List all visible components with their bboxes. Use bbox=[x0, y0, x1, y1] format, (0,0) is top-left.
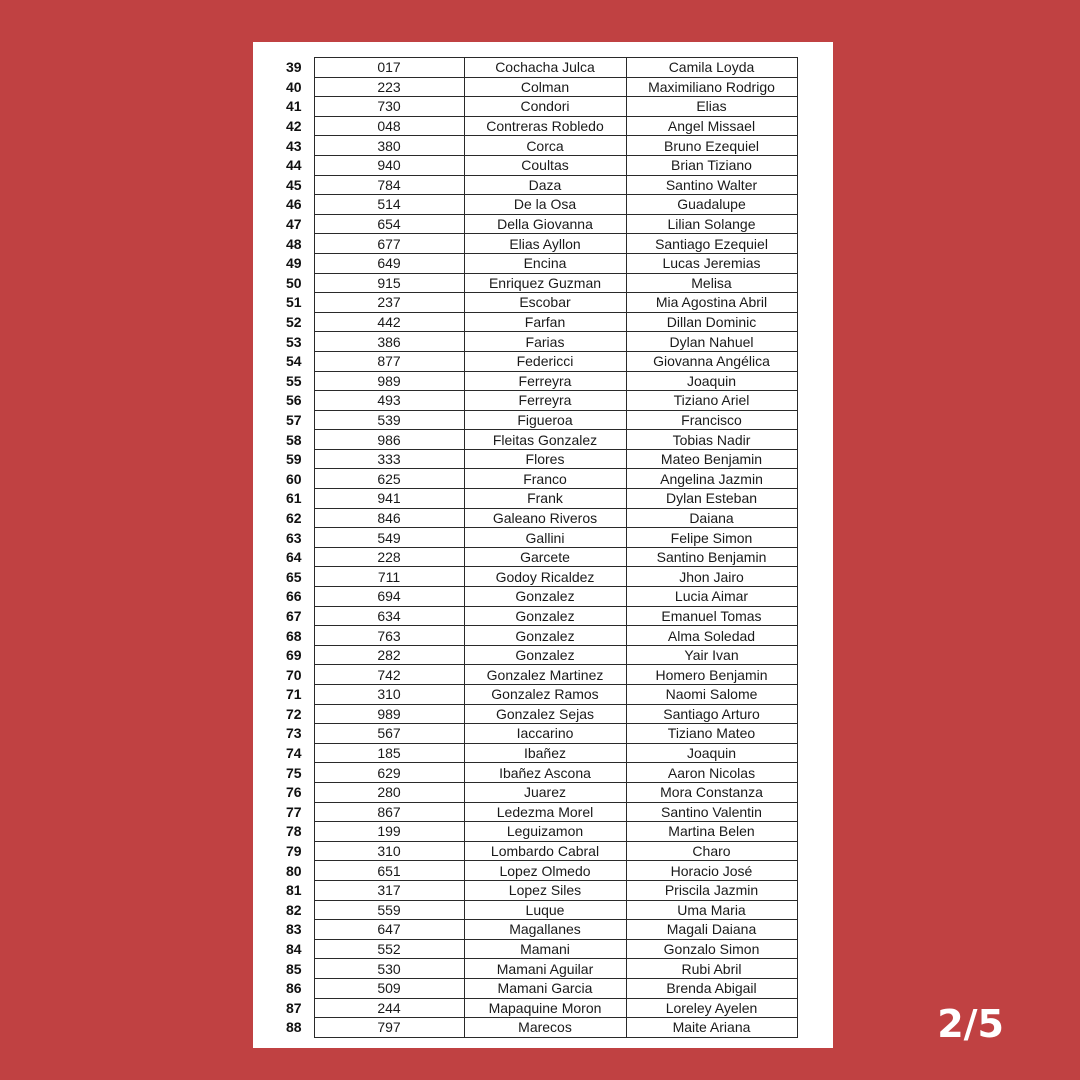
code-cell: 442 bbox=[314, 312, 464, 332]
first-name-cell: Magali Daiana bbox=[626, 920, 797, 940]
last-name-cell: Enriquez Guzman bbox=[464, 273, 626, 293]
first-name-cell: Gonzalo Simon bbox=[626, 939, 797, 959]
row-number: 55 bbox=[286, 372, 302, 389]
last-name-cell: Contreras Robledo bbox=[464, 116, 626, 136]
code-cell: 199 bbox=[314, 822, 464, 842]
code-cell: 649 bbox=[314, 253, 464, 273]
table-row bbox=[286, 371, 797, 391]
last-name-cell: Encina bbox=[464, 253, 626, 273]
first-name-cell: Naomi Salome bbox=[626, 685, 797, 705]
table-row bbox=[286, 626, 797, 646]
row-number: 88 bbox=[286, 1019, 302, 1036]
code-cell: 877 bbox=[314, 351, 464, 371]
table-row bbox=[286, 685, 797, 705]
code-cell: 989 bbox=[314, 371, 464, 391]
first-name-cell: Santino Walter bbox=[626, 175, 797, 195]
last-name-cell: Iaccarino bbox=[464, 724, 626, 744]
code-cell: 017 bbox=[314, 58, 464, 78]
first-name-cell: Joaquin bbox=[626, 743, 797, 763]
first-name-cell: Dylan Nahuel bbox=[626, 332, 797, 352]
row-number: 84 bbox=[286, 941, 302, 958]
table-row bbox=[286, 645, 797, 665]
code-cell: 625 bbox=[314, 469, 464, 489]
table-row bbox=[286, 97, 797, 117]
row-number: 54 bbox=[286, 353, 302, 370]
last-name-cell: Leguizamon bbox=[464, 822, 626, 842]
last-name-cell: Farfan bbox=[464, 312, 626, 332]
first-name-cell: Felipe Simon bbox=[626, 528, 797, 548]
first-name-cell: Uma Maria bbox=[626, 900, 797, 920]
last-name-cell: Frank bbox=[464, 489, 626, 509]
first-name-cell: Santiago Ezequiel bbox=[626, 234, 797, 254]
code-cell: 763 bbox=[314, 626, 464, 646]
code-cell: 310 bbox=[314, 841, 464, 861]
code-cell: 386 bbox=[314, 332, 464, 352]
page-indicator: 2/5 bbox=[937, 1002, 1004, 1046]
table-row bbox=[286, 880, 797, 900]
last-name-cell: Mamani Garcia bbox=[464, 978, 626, 998]
code-cell: 549 bbox=[314, 528, 464, 548]
code-cell: 530 bbox=[314, 959, 464, 979]
last-name-cell: Juarez bbox=[464, 782, 626, 802]
last-name-cell: Mapaquine Moron bbox=[464, 998, 626, 1018]
row-number: 71 bbox=[286, 686, 302, 703]
code-cell: 244 bbox=[314, 998, 464, 1018]
last-name-cell: Lopez Olmedo bbox=[464, 861, 626, 881]
last-name-cell: Luque bbox=[464, 900, 626, 920]
table-row bbox=[286, 724, 797, 744]
row-number: 62 bbox=[286, 509, 302, 526]
first-name-cell: Martina Belen bbox=[626, 822, 797, 842]
code-cell: 730 bbox=[314, 97, 464, 117]
table-row bbox=[286, 528, 797, 548]
table-row bbox=[286, 77, 797, 97]
table-row bbox=[286, 214, 797, 234]
code-cell: 647 bbox=[314, 920, 464, 940]
last-name-cell: Ferreyra bbox=[464, 391, 626, 411]
first-name-cell: Maite Ariana bbox=[626, 1018, 797, 1038]
row-number: 81 bbox=[286, 882, 302, 899]
first-name-cell: Brenda Abigail bbox=[626, 978, 797, 998]
code-cell: 651 bbox=[314, 861, 464, 881]
row-number: 73 bbox=[286, 725, 302, 742]
last-name-cell: Lopez Siles bbox=[464, 880, 626, 900]
first-name-cell: Charo bbox=[626, 841, 797, 861]
last-name-cell: Galeano Riveros bbox=[464, 508, 626, 528]
table-row bbox=[286, 293, 797, 313]
code-cell: 567 bbox=[314, 724, 464, 744]
table-row bbox=[286, 273, 797, 293]
table-row bbox=[286, 763, 797, 783]
row-number: 48 bbox=[286, 235, 302, 252]
table-row bbox=[286, 547, 797, 567]
first-name-cell: Rubi Abril bbox=[626, 959, 797, 979]
last-name-cell: Coultas bbox=[464, 155, 626, 175]
row-number: 75 bbox=[286, 764, 302, 781]
last-name-cell: Fleitas Gonzalez bbox=[464, 430, 626, 450]
table-row bbox=[286, 58, 797, 78]
row-number: 67 bbox=[286, 607, 302, 624]
last-name-cell: Flores bbox=[464, 449, 626, 469]
first-name-cell: Mateo Benjamin bbox=[626, 449, 797, 469]
first-name-cell: Homero Benjamin bbox=[626, 665, 797, 685]
code-cell: 940 bbox=[314, 155, 464, 175]
code-cell: 185 bbox=[314, 743, 464, 763]
last-name-cell: Franco bbox=[464, 469, 626, 489]
first-name-cell: Giovanna Angélica bbox=[626, 351, 797, 371]
last-name-cell: Escobar bbox=[464, 293, 626, 313]
last-name-cell: Gonzalez bbox=[464, 606, 626, 626]
row-number: 68 bbox=[286, 627, 302, 644]
table-row bbox=[286, 802, 797, 822]
row-number: 70 bbox=[286, 666, 302, 683]
row-number: 80 bbox=[286, 862, 302, 879]
table-row bbox=[286, 782, 797, 802]
code-cell: 677 bbox=[314, 234, 464, 254]
row-number: 66 bbox=[286, 588, 302, 605]
row-number: 63 bbox=[286, 529, 302, 546]
table-row bbox=[286, 391, 797, 411]
row-number: 49 bbox=[286, 255, 302, 272]
last-name-cell: Daza bbox=[464, 175, 626, 195]
table-row bbox=[286, 116, 797, 136]
code-cell: 629 bbox=[314, 763, 464, 783]
code-cell: 986 bbox=[314, 430, 464, 450]
first-name-cell: Bruno Ezequiel bbox=[626, 136, 797, 156]
row-number: 82 bbox=[286, 901, 302, 918]
table-row bbox=[286, 155, 797, 175]
first-name-cell: Alma Soledad bbox=[626, 626, 797, 646]
row-number: 52 bbox=[286, 314, 302, 331]
last-name-cell: Gonzalez Martinez bbox=[464, 665, 626, 685]
table-row bbox=[286, 959, 797, 979]
first-name-cell: Jhon Jairo bbox=[626, 567, 797, 587]
table-row bbox=[286, 312, 797, 332]
first-name-cell: Joaquin bbox=[626, 371, 797, 391]
row-number: 78 bbox=[286, 823, 302, 840]
first-name-cell: Tobias Nadir bbox=[626, 430, 797, 450]
table-row bbox=[286, 332, 797, 352]
first-name-cell: Maximiliano Rodrigo bbox=[626, 77, 797, 97]
last-name-cell: Ferreyra bbox=[464, 371, 626, 391]
table-row bbox=[286, 253, 797, 273]
table-row bbox=[286, 998, 797, 1018]
table-row bbox=[286, 1018, 797, 1038]
row-number: 41 bbox=[286, 98, 302, 115]
last-name-cell: Figueroa bbox=[464, 410, 626, 430]
first-name-cell: Santino Valentin bbox=[626, 802, 797, 822]
last-name-cell: Lombardo Cabral bbox=[464, 841, 626, 861]
row-number: 85 bbox=[286, 960, 302, 977]
first-name-cell: Angel Missael bbox=[626, 116, 797, 136]
code-cell: 654 bbox=[314, 214, 464, 234]
last-name-cell: Elias Ayllon bbox=[464, 234, 626, 254]
code-cell: 228 bbox=[314, 547, 464, 567]
code-cell: 317 bbox=[314, 880, 464, 900]
row-number: 47 bbox=[286, 216, 302, 233]
code-cell: 989 bbox=[314, 704, 464, 724]
code-cell: 048 bbox=[314, 116, 464, 136]
code-cell: 694 bbox=[314, 587, 464, 607]
first-name-cell: Brian Tiziano bbox=[626, 155, 797, 175]
code-cell: 784 bbox=[314, 175, 464, 195]
first-name-cell: Guadalupe bbox=[626, 195, 797, 215]
code-cell: 223 bbox=[314, 77, 464, 97]
table-row bbox=[286, 822, 797, 842]
code-cell: 493 bbox=[314, 391, 464, 411]
table-row bbox=[286, 175, 797, 195]
first-name-cell: Dylan Esteban bbox=[626, 489, 797, 509]
row-number: 40 bbox=[286, 78, 302, 95]
code-cell: 280 bbox=[314, 782, 464, 802]
row-number: 77 bbox=[286, 803, 302, 820]
table-row bbox=[286, 508, 797, 528]
last-name-cell: Corca bbox=[464, 136, 626, 156]
last-name-cell: Ibañez bbox=[464, 743, 626, 763]
last-name-cell: Garcete bbox=[464, 547, 626, 567]
row-number: 45 bbox=[286, 176, 302, 193]
last-name-cell: Gonzalez Ramos bbox=[464, 685, 626, 705]
first-name-cell: Elias bbox=[626, 97, 797, 117]
table-row bbox=[286, 978, 797, 998]
last-name-cell: Farias bbox=[464, 332, 626, 352]
table-row bbox=[286, 665, 797, 685]
code-cell: 552 bbox=[314, 939, 464, 959]
first-name-cell: Dillan Dominic bbox=[626, 312, 797, 332]
table-row bbox=[286, 606, 797, 626]
first-name-cell: Aaron Nicolas bbox=[626, 763, 797, 783]
table-body bbox=[286, 58, 797, 1038]
first-name-cell: Priscila Jazmin bbox=[626, 880, 797, 900]
code-cell: 634 bbox=[314, 606, 464, 626]
last-name-cell: Magallanes bbox=[464, 920, 626, 940]
code-cell: 797 bbox=[314, 1018, 464, 1038]
code-cell: 333 bbox=[314, 449, 464, 469]
table-row bbox=[286, 920, 797, 940]
first-name-cell: Melisa bbox=[626, 273, 797, 293]
code-cell: 711 bbox=[314, 567, 464, 587]
first-name-cell: Angelina Jazmin bbox=[626, 469, 797, 489]
row-number: 76 bbox=[286, 784, 302, 801]
last-name-cell: Ibañez Ascona bbox=[464, 763, 626, 783]
code-cell: 237 bbox=[314, 293, 464, 313]
first-name-cell: Santino Benjamin bbox=[626, 547, 797, 567]
row-number: 43 bbox=[286, 137, 302, 154]
row-number: 74 bbox=[286, 745, 302, 762]
last-name-cell: Gonzalez bbox=[464, 626, 626, 646]
table-row bbox=[286, 567, 797, 587]
first-name-cell: Horacio José bbox=[626, 861, 797, 881]
first-name-cell: Yair Ivan bbox=[626, 645, 797, 665]
table-row bbox=[286, 410, 797, 430]
row-number: 51 bbox=[286, 294, 302, 311]
first-name-cell: Mia Agostina Abril bbox=[626, 293, 797, 313]
row-number: 61 bbox=[286, 490, 302, 507]
row-number: 83 bbox=[286, 921, 302, 938]
row-number: 65 bbox=[286, 568, 302, 585]
code-cell: 509 bbox=[314, 978, 464, 998]
code-cell: 380 bbox=[314, 136, 464, 156]
first-name-cell: Tiziano Mateo bbox=[626, 724, 797, 744]
last-name-cell: Condori bbox=[464, 97, 626, 117]
row-number: 72 bbox=[286, 705, 302, 722]
last-name-cell: Della Giovanna bbox=[464, 214, 626, 234]
code-cell: 742 bbox=[314, 665, 464, 685]
code-cell: 282 bbox=[314, 645, 464, 665]
table-row bbox=[286, 469, 797, 489]
table-row bbox=[286, 900, 797, 920]
row-number: 42 bbox=[286, 118, 302, 135]
first-name-cell: Lucas Jeremias bbox=[626, 253, 797, 273]
first-name-cell: Camila Loyda bbox=[626, 58, 797, 78]
row-number: 39 bbox=[286, 59, 302, 76]
row-number: 60 bbox=[286, 470, 302, 487]
row-number: 59 bbox=[286, 451, 302, 468]
first-name-cell: Mora Constanza bbox=[626, 782, 797, 802]
last-name-cell: Mamani bbox=[464, 939, 626, 959]
row-number: 69 bbox=[286, 647, 302, 664]
last-name-cell: Marecos bbox=[464, 1018, 626, 1038]
code-cell: 867 bbox=[314, 802, 464, 822]
code-cell: 539 bbox=[314, 410, 464, 430]
row-number: 87 bbox=[286, 999, 302, 1016]
row-number: 79 bbox=[286, 843, 302, 860]
table-row bbox=[286, 861, 797, 881]
first-name-cell: Lucia Aimar bbox=[626, 587, 797, 607]
first-name-cell: Emanuel Tomas bbox=[626, 606, 797, 626]
code-cell: 846 bbox=[314, 508, 464, 528]
last-name-cell: Gonzalez bbox=[464, 645, 626, 665]
last-name-cell: De la Osa bbox=[464, 195, 626, 215]
last-name-cell: Mamani Aguilar bbox=[464, 959, 626, 979]
table-row bbox=[286, 136, 797, 156]
table-row bbox=[286, 195, 797, 215]
last-name-cell: Gonzalez Sejas bbox=[464, 704, 626, 724]
last-name-cell: Gallini bbox=[464, 528, 626, 548]
first-name-cell: Santiago Arturo bbox=[626, 704, 797, 724]
row-number: 57 bbox=[286, 411, 302, 428]
first-name-cell: Francisco bbox=[626, 410, 797, 430]
code-cell: 310 bbox=[314, 685, 464, 705]
student-list-table bbox=[286, 57, 798, 1038]
table-row bbox=[286, 351, 797, 371]
document-page bbox=[253, 42, 833, 1048]
row-number: 58 bbox=[286, 431, 302, 448]
table-row bbox=[286, 939, 797, 959]
last-name-cell: Ledezma Morel bbox=[464, 802, 626, 822]
last-name-cell: Godoy Ricaldez bbox=[464, 567, 626, 587]
table-row bbox=[286, 234, 797, 254]
code-cell: 915 bbox=[314, 273, 464, 293]
row-number: 53 bbox=[286, 333, 302, 350]
row-number: 64 bbox=[286, 549, 302, 566]
row-number: 50 bbox=[286, 274, 302, 291]
last-name-cell: Colman bbox=[464, 77, 626, 97]
first-name-cell: Daiana bbox=[626, 508, 797, 528]
code-cell: 559 bbox=[314, 900, 464, 920]
first-name-cell: Tiziano Ariel bbox=[626, 391, 797, 411]
last-name-cell: Cochacha Julca bbox=[464, 58, 626, 78]
code-cell: 941 bbox=[314, 489, 464, 509]
first-name-cell: Loreley Ayelen bbox=[626, 998, 797, 1018]
table-row bbox=[286, 587, 797, 607]
row-number: 56 bbox=[286, 392, 302, 409]
row-number: 86 bbox=[286, 980, 302, 997]
last-name-cell: Federicci bbox=[464, 351, 626, 371]
last-name-cell: Gonzalez bbox=[464, 587, 626, 607]
row-number: 44 bbox=[286, 157, 302, 174]
table-row bbox=[286, 704, 797, 724]
table-row bbox=[286, 841, 797, 861]
table-row bbox=[286, 449, 797, 469]
row-number: 46 bbox=[286, 196, 302, 213]
table-row bbox=[286, 489, 797, 509]
first-name-cell: Lilian Solange bbox=[626, 214, 797, 234]
table-row bbox=[286, 430, 797, 450]
code-cell: 514 bbox=[314, 195, 464, 215]
table-row bbox=[286, 743, 797, 763]
